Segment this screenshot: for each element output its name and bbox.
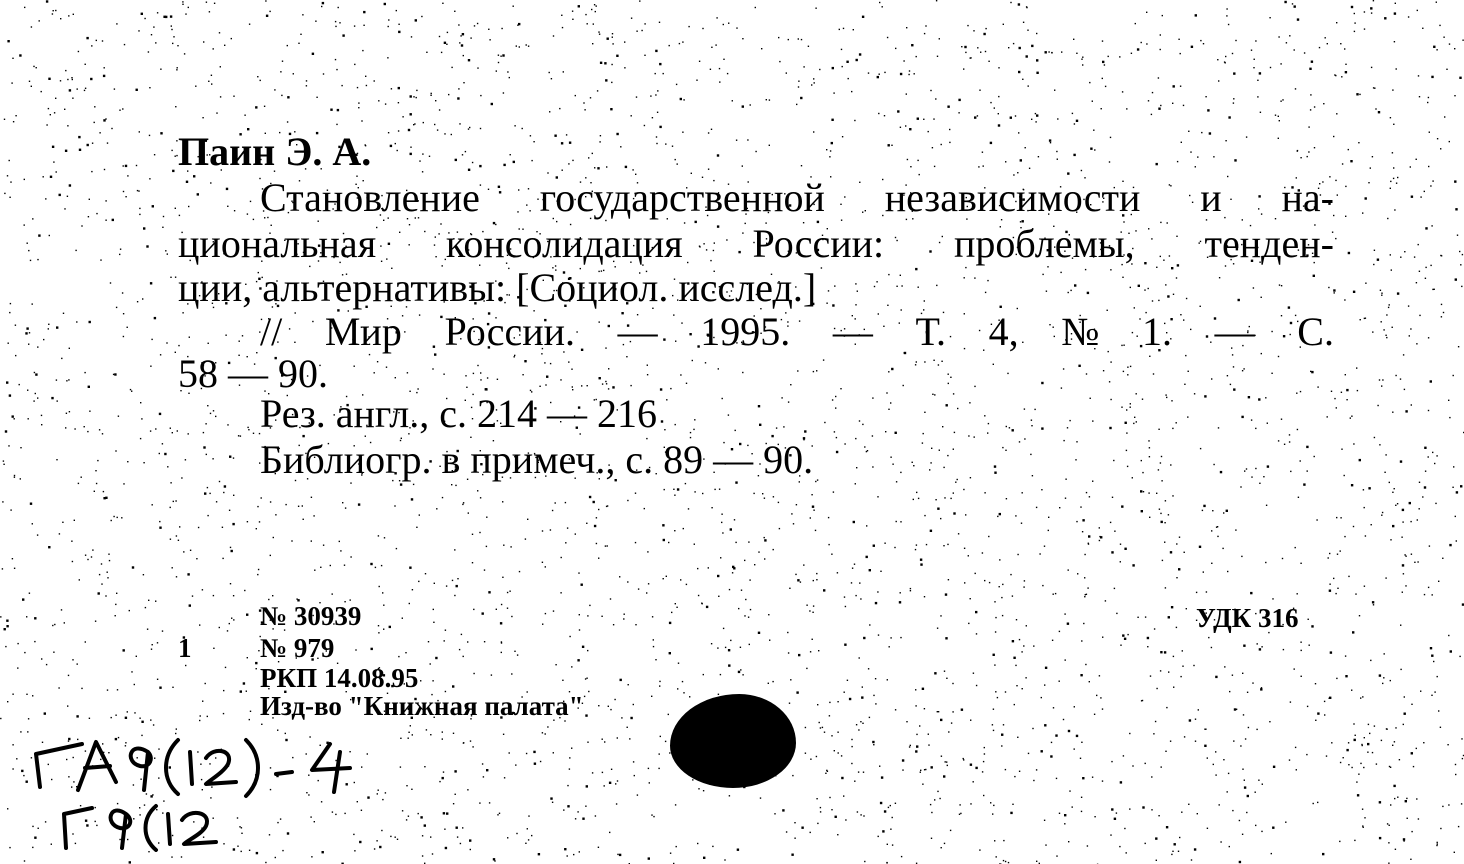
publisher: Изд-во "Книжная палата" [260,691,584,721]
word: № [1061,309,1100,354]
word: и [1200,175,1222,220]
title-line-2 [178,222,1334,266]
title-line-1 [260,176,1334,220]
accession-number: № 30939 [260,601,362,631]
card-number: 1 [178,633,192,663]
word: тенден- [1204,221,1334,266]
author-name: Паин Э. А. [178,129,372,174]
word: циональная [178,221,377,266]
word: — [1214,309,1255,354]
word: 1995. [700,309,791,354]
word: России. [444,309,576,354]
source-line-1 [260,310,1334,354]
issue-number: № 979 [260,633,335,663]
word: России: [752,221,885,266]
word: С. [1297,309,1334,354]
word: — [832,309,873,354]
title-line-3: ции, альтернативы: [Социол. исслед.] [178,265,817,310]
rkp-date: РКП 14.08.95 [260,663,419,693]
bibliography-note: Библиогр. в примеч., с. 89 — 90. [260,437,814,482]
word: независимости [884,175,1141,220]
word: государственной [539,175,825,220]
word: Мир [324,309,402,354]
word: // [260,309,283,354]
word: 1. [1142,309,1173,354]
word: консолидация [445,221,683,266]
source-line-2: 58 — 90. [178,351,328,396]
word: 4, [988,309,1019,354]
handwritten-shelfmark [30,722,370,852]
word: на- [1281,175,1334,220]
udc-code: УДК 316 [1196,603,1299,633]
word: Т. [915,309,946,354]
word: — [617,309,658,354]
word: проблемы, [953,221,1135,266]
word: Становление [260,175,480,220]
summary-note: Рез. англ., с. 214 — 216 [260,391,658,436]
